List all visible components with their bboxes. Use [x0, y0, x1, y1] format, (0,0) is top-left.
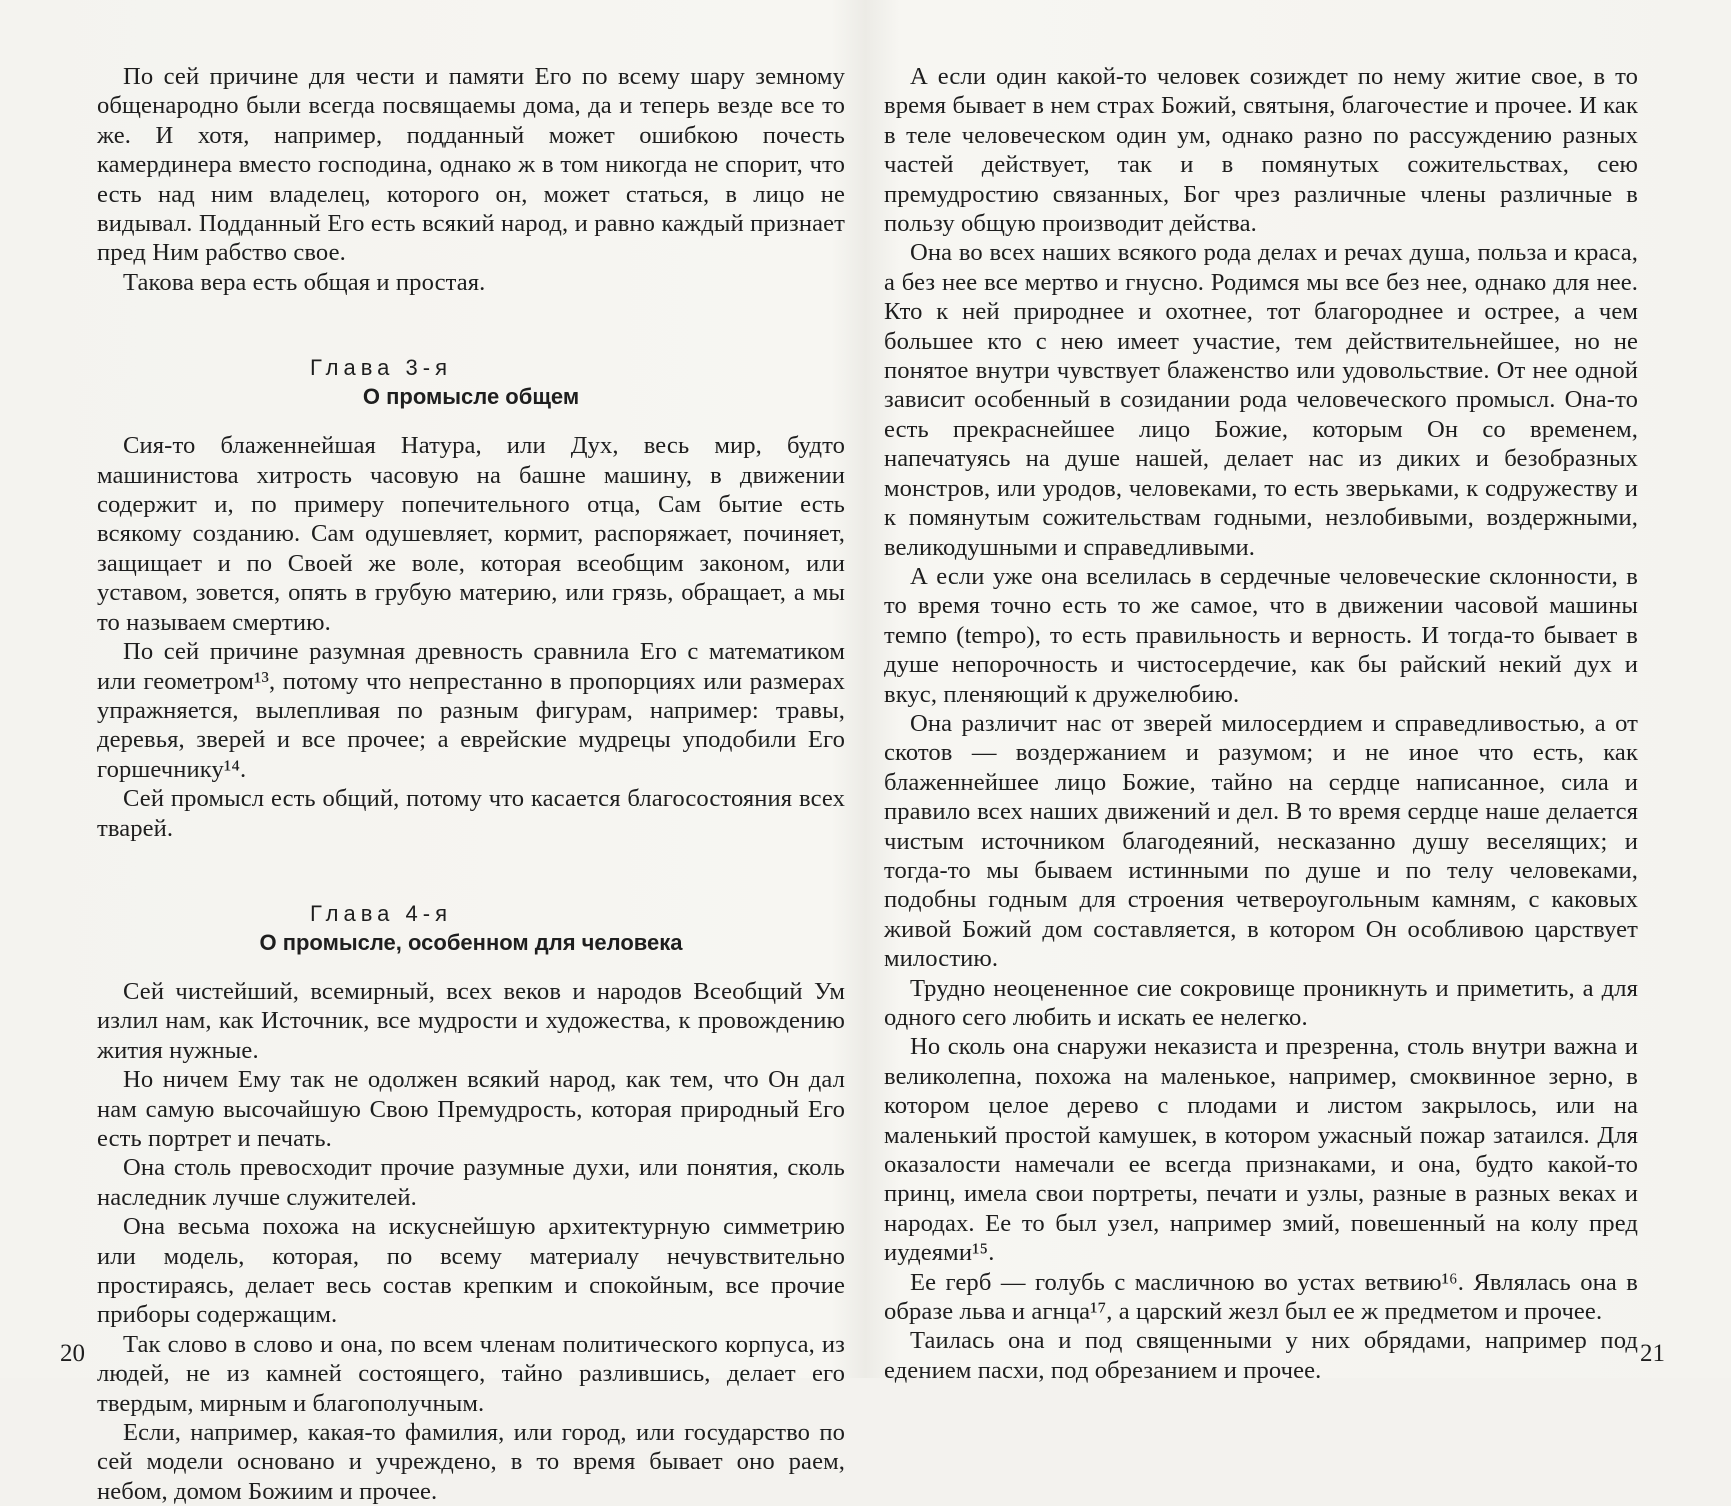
paragraph: Сей чистейший, всемирный, всех веков и народов Всеобщий Ум излил нам, как Источник, все мудрости и художества, к провождению жития нужные.: [97, 977, 845, 1064]
paragraph: Ее герб — голубь с масличною во устах ветвию¹⁶. Являлась она в образе льва и агнца¹⁷, а царский жезл был ее ж предметом и прочее.: [884, 1268, 1638, 1326]
paragraph: А если один какой-то человек созиждет по нему житие свое, в то время бывает в нем страх Божий, святыня, благочестие и прочее. И как в теле человеческом один ум, однако разно по рассуждению разных частей действует, так и в помянутых сожительствах, сею премудростию связанных, Бог чрез различные члены различные в пользу общую производит действа.: [884, 63, 1638, 238]
paragraph: Она столь превосходит прочие разумные духи, или понятия, сколь наследник лучше служителей.: [97, 1154, 845, 1211]
page-number-right: 21: [1640, 1340, 1665, 1367]
chapter-3-heading: [97, 353, 845, 411]
page-number-left: 20: [60, 1340, 85, 1367]
paragraph: Так слово в слово и она, по всем членам политического корпуса, из людей, не из камней состоящего, тайно разлившись, делает его твердым, мирным и благополучным.: [97, 1330, 845, 1417]
chapter-number: Глава 4-я: [309, 900, 452, 926]
paragraph: Но сколь она снаружи неказиста и презренна, столь внутри важна и великолепна, похожа на маленькое, например, смоквинное зерно, в котором целое дерево с плодами и листом закрылось, или на маленький простой камушек, в котором ужасный пожар затаился. Для оказалости намечали ее всегда признаками, и она, будто какой-то принц, имела свои портреты, печати и узлы, разные в разных веках и народах. Ее то был узел, например змий, повешенный на колу пред иудеями¹⁵.: [884, 1033, 1638, 1267]
chapter-number: Глава 3-я: [309, 355, 452, 381]
chapter-title: О промысле общем: [362, 384, 580, 410]
paragraph: Трудно неоцененное сие сокровище проникнуть и приметить, а для одного сего любить и искать ее нелегко.: [884, 974, 1638, 1031]
paragraph: Сей промысл есть общий, потому что касается благосостояния всех тварей.: [97, 785, 845, 842]
chapter-4-heading: [97, 899, 845, 957]
paragraph: По сей причине для чести и памяти Его по всему шару земному общенародно были всегда посвящаемы дома, да и теперь везде все то же. И хотя, например, подданный может ошибкою почесть камердинера вместо господина, однако ж в том никогда не спорит, что есть над ним владелец, которого он, может статься, в лицо не видывал. Подданный Его есть всякий народ, и равно каждый признает пред Ним рабство свое.: [97, 63, 845, 267]
paragraph: Такова вера есть общая и простая.: [123, 268, 486, 296]
paragraph: Она во всех наших всякого рода делах и речах душа, польза и краса, а без нее все мертво и гнусно. Родимся мы все без нее, однако для нее. Кто к ней природнее и охотнее, тот благороднее и острее, а чем большее кто с нею имеет участие, тем действительнейшее, но не понятое внутри чувствует блаженство или удовольствие. От нее одной зависит особенный в созидании рода человеческого промысл. Она-то есть прекраснейшее лицо Божие, которым Он со временем, напечатуясь на душе нашей, делает нас из диких и безобразных монстров, или уродов, человеками, то есть зверьками, к содружеству и к помянутым сожительствам годными, незлобивыми, воздержными, великодушными и справедливыми.: [884, 239, 1638, 561]
paragraph: Если, например, какая-то фамилия, или город, или государство по сей модели основано и учреждено, в то время бывает оно раем, небом, домом Божиим и прочее.: [97, 1419, 845, 1505]
right-page: [884, 62, 1638, 1385]
paragraph: А если уже она вселилась в сердечные человеческие склонности, в то время точно есть то же самое, что в движении часовой машины темпо (tempo), то есть правильность и верность. И тогда-то бывает в душе непорочность и чистосердечие, как бы райский некий дух и вкус, пленяющий к дружелюбию.: [884, 562, 1638, 708]
paragraph: Она различит нас от зверей милосердием и справедливостью, а от скотов — воздержанием и разумом; и не иное что есть, как блаженнейшее лицо Божие, тайно на сердце написанное, сила и правило всех наших движений и дел. В то время сердце наше делается чистым источником благодеяний, несказанно душу веселящих; и тогда-то мы бываем истинными по душе и по телу человеками, подобны годным для строения четвероугольным камням, с каковых живой Божий дом составляется, в котором Он особливою царствует милостию.: [884, 709, 1638, 973]
paragraph: Она весьма похожа на искуснейшую архитектурную симметрию или модель, которая, по всему материалу нечувствительно простираясь, делает весь состав крепким и спокойным, все прочие приборы содержащим.: [97, 1213, 845, 1329]
paragraph: Но ничем Ему так не одолжен всякий народ, как тем, что Он дал нам самую высочайшую Свою Премудрость, которая природный Его есть портрет и печать.: [97, 1066, 845, 1152]
chapter-title: О промысле, особенном для человека: [259, 929, 683, 955]
paragraph: По сей причине разумная древность сравнила Его с математиком или геометром¹³, потому что непрестанно в пропорциях или размерах упражняется, вылепливая по разным фигурам, например: травы, деревья, зверей и все прочее; а еврейские мудрецы уподобили Его горшечнику¹⁴.: [97, 638, 845, 783]
paragraph: Сия-то блаженнейшая Натура, или Дух, весь мир, будто машинистова хитрость часовую на башне машину, в движении содержит и, по примеру попечительного отца, Сам бытие есть всякому созданию. Сам одушевляет, кормит, распоряжает, починяет, защищает и по Своей же воле, которая всеобщим законом, или уставом, зовется, опять в грубую материю, или грязь, обращает, а мы то называем смертию.: [97, 432, 845, 636]
paragraph: Таилась она и под священными у них обрядами, например под едением пасхи, под обрезанием и прочее.: [884, 1327, 1638, 1384]
left-page: [97, 62, 845, 1506]
